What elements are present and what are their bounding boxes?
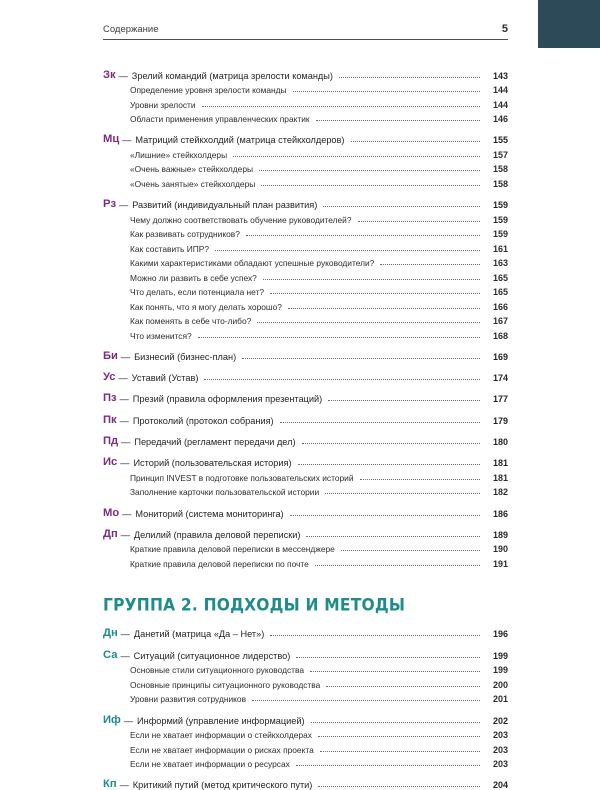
entry-page-number: 165 — [492, 272, 508, 283]
entry-page-number: 191 — [492, 558, 508, 569]
toc-entry[interactable] — [103, 347, 508, 362]
dot-leader — [296, 657, 480, 658]
entry-page-number: 159 — [492, 214, 508, 225]
entry-title: Краткие правила деловой переписки по почте — [130, 558, 309, 569]
toc-entry[interactable] — [103, 525, 508, 540]
toc-subentry[interactable] — [103, 95, 508, 110]
entry-title: Определение уровня зрелости команды — [130, 85, 287, 95]
entry-dash: — — [119, 780, 129, 790]
dot-leader — [339, 77, 480, 78]
entry-dash: — — [121, 437, 131, 448]
entry-title: Основные стили ситуационного руководства — [130, 665, 305, 676]
entry-page-number: 143 — [492, 70, 508, 81]
toc-subentry[interactable] — [103, 283, 508, 298]
dot-leader — [293, 91, 480, 92]
entry-page-number: 181 — [492, 458, 508, 469]
entry-code: Дп — [103, 527, 118, 540]
dot-leader — [306, 536, 480, 537]
entry-title: Можно ли развить в себе успех? — [130, 272, 257, 283]
toc-entry[interactable] — [103, 711, 508, 726]
entry-page-number: 182 — [492, 487, 508, 498]
entry-page-number: 158 — [492, 178, 508, 189]
toc-subentry[interactable] — [103, 254, 508, 269]
dot-leader — [360, 479, 480, 480]
entry-title: Как составить ИПР? — [130, 243, 209, 254]
entry-code: Иф — [103, 713, 121, 726]
entry-dash: — — [119, 415, 129, 426]
entry-dash: — — [118, 70, 128, 81]
toc-subentry[interactable] — [103, 554, 508, 569]
dot-leader — [296, 765, 480, 766]
entry-title: Какими характеристиками обладают успешные руководители? — [130, 258, 375, 269]
entry-dash: — — [119, 200, 129, 211]
entry-title: Заполнение карточки пользовательской истории — [130, 487, 320, 498]
entry-title: «Лишние» стейкхолдеры — [130, 149, 228, 160]
entry-dash: — — [122, 508, 132, 519]
dot-leader — [351, 141, 481, 142]
entry-page-number: 201 — [492, 694, 508, 705]
toc-subentry[interactable] — [103, 540, 508, 555]
toc-subentry[interactable] — [103, 468, 508, 483]
entry-title: «Очень важные» стейкхолдеры — [130, 164, 254, 175]
entry-page-number: 169 — [492, 351, 508, 362]
entry-title: Делилий (правила деловой переписки) — [133, 529, 301, 540]
dot-leader — [242, 358, 480, 359]
dot-leader — [246, 235, 480, 236]
entry-title: Данетий (матрица «Да – Нет») — [133, 629, 265, 640]
entry-page-number: 203 — [492, 759, 508, 770]
toc-entry[interactable] — [103, 504, 508, 519]
dot-leader — [261, 185, 480, 186]
toc-entry[interactable] — [103, 625, 508, 640]
toc-subentry[interactable] — [103, 160, 508, 175]
dot-leader — [270, 635, 480, 636]
entry-title: Информий (управление информацией) — [137, 715, 305, 726]
toc-entry[interactable] — [103, 454, 508, 469]
dot-leader — [310, 671, 480, 672]
toc-entry[interactable] — [103, 390, 508, 405]
dot-leader — [323, 206, 480, 207]
entry-title: Презий (правила оформления презентаций) — [132, 394, 323, 405]
entry-page-number: 179 — [492, 415, 508, 426]
dot-leader — [280, 422, 480, 423]
entry-title: Мониторий (система мониторинга) — [135, 508, 284, 519]
entry-page-number: 174 — [492, 373, 508, 384]
toc-subentry[interactable] — [103, 740, 508, 755]
toc-section-group-1 — [103, 66, 508, 569]
toc-subentry[interactable] — [103, 483, 508, 498]
entry-page-number: 204 — [492, 780, 508, 790]
entry-code: Мо — [103, 506, 120, 519]
dot-leader — [302, 443, 480, 444]
entry-title: Области применения управленческих практик — [130, 114, 310, 124]
dot-leader — [233, 156, 480, 157]
entry-dash: — — [120, 650, 130, 661]
toc-subentry[interactable] — [103, 755, 508, 770]
entry-page-number: 177 — [492, 394, 508, 405]
entry-page-number: 167 — [492, 316, 508, 327]
entry-page-number: 180 — [492, 437, 508, 448]
entry-dash: — — [120, 458, 130, 469]
entry-title: Матриций стейкхолдий (матрица стейкхолдеров) — [135, 135, 345, 146]
dot-leader — [341, 550, 480, 551]
entry-title: Если не хватает информации о ресурсах — [130, 759, 290, 770]
dot-leader — [202, 106, 480, 107]
dot-leader — [358, 221, 480, 222]
toc-subentry[interactable] — [103, 690, 508, 705]
entry-title: Как развивать сотрудников? — [130, 229, 240, 240]
entry-dash: — — [122, 135, 132, 146]
entry-page-number: 186 — [492, 508, 508, 519]
dot-leader — [215, 250, 480, 251]
entry-code: Ис — [103, 456, 118, 469]
entry-page-number: 168 — [492, 330, 508, 341]
entry-title: Если не хватает информации о стейкхолдерах — [130, 730, 312, 741]
entry-code: Пк — [103, 413, 117, 426]
entry-dash: — — [120, 351, 131, 362]
toc-subentry[interactable] — [103, 297, 508, 312]
dot-leader — [263, 279, 480, 280]
entry-title: Основные принципы ситуационного руководства — [130, 679, 321, 690]
dot-leader — [259, 170, 480, 171]
entry-page-number: 163 — [492, 258, 508, 269]
dot-leader — [252, 700, 480, 701]
entry-page-number: 203 — [492, 730, 508, 741]
entry-page-number: 157 — [492, 149, 508, 160]
toc-subentry[interactable] — [103, 312, 508, 327]
entry-page-number: 189 — [492, 529, 508, 540]
entry-code: Рз — [103, 198, 117, 211]
header-divider — [103, 39, 508, 40]
dot-leader — [204, 379, 480, 380]
page-header — [103, 23, 508, 35]
toc-section-group-2 — [103, 625, 508, 790]
entry-page-number: 200 — [492, 679, 508, 690]
dot-leader — [328, 400, 480, 401]
entry-page-number: 202 — [492, 715, 508, 726]
toc-subentry[interactable] — [103, 81, 508, 96]
dot-leader — [311, 722, 480, 723]
toc-subentry[interactable] — [103, 174, 508, 189]
entry-code: Пз — [103, 392, 117, 405]
toc-entry[interactable] — [103, 411, 508, 426]
toc-subentry[interactable] — [103, 145, 508, 160]
toc-entry[interactable] — [103, 433, 508, 448]
entry-title: Принцип INVEST в подготовке пользовательских историй — [130, 472, 354, 483]
toc-subentry[interactable] — [103, 661, 508, 676]
dot-leader — [325, 493, 480, 494]
entry-dash: — — [120, 529, 130, 540]
entry-code: Би — [103, 349, 118, 362]
entry-page-number: 144 — [492, 85, 508, 95]
toc-subentry[interactable] — [103, 326, 508, 341]
running-head-title: Содержание — [103, 24, 159, 35]
entry-page-number: 165 — [492, 287, 508, 298]
entry-page-number: 158 — [492, 164, 508, 175]
toc-entry[interactable] — [103, 131, 508, 146]
toc-subentry[interactable] — [103, 210, 508, 225]
toc-subentry[interactable] — [103, 675, 508, 690]
entry-code: Са — [103, 648, 118, 661]
entry-page-number: 199 — [492, 650, 508, 661]
entry-page-number: 181 — [492, 472, 508, 483]
dot-leader — [318, 736, 480, 737]
entry-code: Пд — [103, 435, 119, 448]
toc-entry[interactable] — [103, 369, 508, 384]
entry-page-number: 146 — [492, 114, 508, 124]
entry-title: Чему должно соответствовать обучение руководителей? — [130, 214, 352, 225]
entry-page-number: 159 — [492, 229, 508, 240]
entry-title: Краткие правила деловой переписки в мессенджере — [130, 544, 335, 555]
entry-page-number: 166 — [492, 301, 508, 312]
entry-title: Протоколий (протокол собрания) — [132, 415, 274, 426]
dot-leader — [257, 322, 480, 323]
entry-title: Ситуаций (ситуационное лидерство) — [133, 650, 291, 661]
entry-page-number: 144 — [492, 99, 508, 110]
entry-title: Уровни развития сотрудников — [130, 694, 247, 705]
dot-leader — [198, 337, 480, 338]
entry-title: Как поменять в себе что-либо? — [130, 316, 252, 327]
dot-leader — [288, 308, 480, 309]
toc-subentry[interactable] — [103, 239, 508, 254]
corner-tab — [538, 0, 600, 48]
toc-entry[interactable] — [103, 646, 508, 661]
toc-subentry[interactable] — [103, 225, 508, 240]
dot-leader — [298, 464, 480, 465]
entry-page-number: 203 — [492, 744, 508, 755]
toc-entry[interactable] — [103, 66, 508, 81]
toc-subentry[interactable] — [103, 110, 508, 125]
dot-leader — [326, 686, 480, 687]
dot-leader — [315, 565, 480, 566]
entry-title: Передачий (регламент передачи дел) — [134, 437, 296, 448]
toc-entry[interactable] — [103, 776, 508, 790]
entry-dash: — — [119, 394, 129, 405]
entry-page-number: 196 — [492, 629, 508, 640]
entry-dash: — — [123, 715, 134, 726]
entry-dash: — — [120, 629, 130, 640]
entry-code: Зк — [103, 68, 116, 81]
entry-title: Уставий (Устав) — [131, 373, 199, 384]
toc-subentry[interactable] — [103, 726, 508, 741]
entry-page-number: 155 — [492, 135, 508, 146]
entry-page-number: 161 — [492, 243, 508, 254]
entry-title: Что делать, если потенциала нет? — [130, 287, 265, 298]
entry-title: Как понять, что я могу делать хорошо? — [130, 301, 282, 312]
group-2-heading: ГРУППА 2. ПОДХОДЫ И МЕТОДЫ — [103, 595, 406, 615]
entry-title: Что изменится? — [130, 330, 192, 341]
entry-code: Кп — [103, 778, 117, 790]
dot-leader — [320, 751, 480, 752]
dot-leader — [316, 120, 480, 121]
entry-page-number: 199 — [492, 665, 508, 676]
entry-code: Ус — [103, 371, 116, 384]
dot-leader — [380, 264, 480, 265]
toc-subentry[interactable] — [103, 268, 508, 283]
toc-entry[interactable] — [103, 196, 508, 211]
entry-title: Зрелий командий (матрица зрелости команды) — [131, 70, 333, 81]
dot-leader — [270, 293, 480, 294]
entry-title: Историй (пользовательская история) — [133, 458, 292, 469]
page-number: 5 — [501, 23, 508, 35]
entry-title: Развитий (индивидуальный план развития) — [132, 200, 318, 211]
entry-page-number: 190 — [492, 544, 508, 555]
entry-title: Бизнесий (бизнес-план) — [134, 351, 237, 362]
entry-code: Мц — [103, 133, 120, 146]
table-of-contents — [103, 66, 508, 790]
entry-title: «Очень занятые» стейкхолдеры — [130, 178, 256, 189]
entry-title: Уровни зрелости — [130, 99, 196, 110]
entry-dash: — — [118, 373, 128, 384]
entry-page-number: 159 — [492, 200, 508, 211]
entry-title: Если не хватает информации о рисках проекта — [130, 744, 314, 755]
entry-title: Критикий путий (метод критического пути) — [132, 780, 313, 790]
entry-code: Дн — [103, 627, 118, 640]
dot-leader — [318, 786, 480, 787]
dot-leader — [290, 515, 480, 516]
